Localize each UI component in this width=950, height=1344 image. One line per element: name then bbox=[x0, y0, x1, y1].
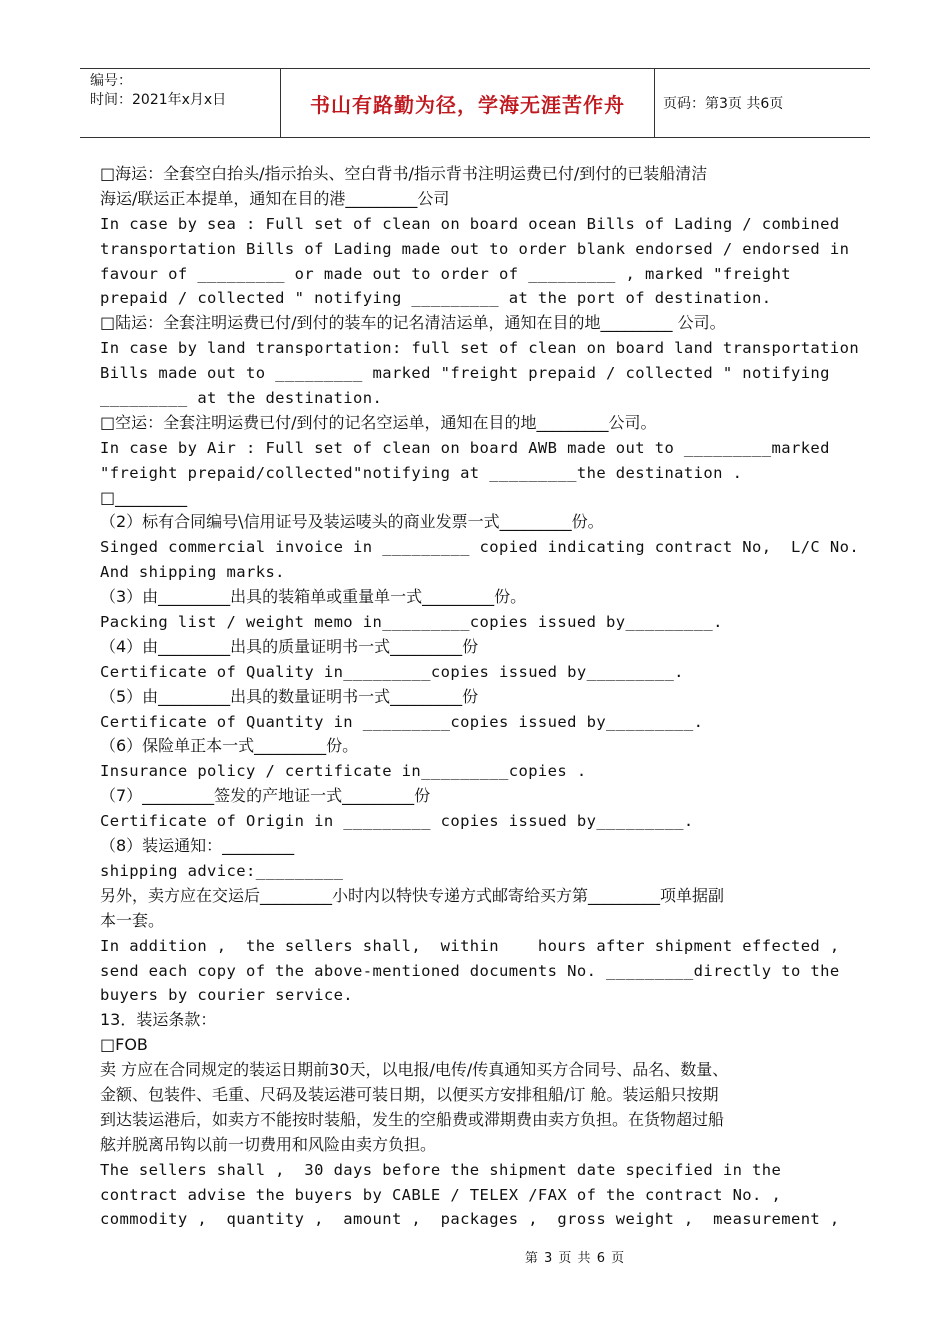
text-line: contract advise the buyers by CABLE / TELEX /FAX of the contract No. , bbox=[100, 1185, 782, 1204]
text-line: 另外，卖方应在交运后_________小时内以特快专递方式邮寄给买方第_________项单据副 bbox=[100, 885, 725, 905]
text-line: 金额、包装件、毛重、尺码及装运港可装日期，以便买方安排租船/订 舱。装运船只按期 bbox=[100, 1084, 719, 1104]
footer-page-number: 第 3 页 共 6 页 bbox=[524, 1251, 626, 1266]
text-line: "freight prepaid/collected"notifying at _________the destination . bbox=[100, 463, 743, 482]
header-motto: 书山有路勤为径，学海无涯苦作舟 bbox=[281, 69, 655, 137]
text-line: □海运：全套空白抬头/指示抬头、空白背书/指示背书注明运费已付/到付的已装船清洁 bbox=[100, 164, 708, 183]
text-line: □_________ bbox=[100, 487, 188, 507]
text-line: □陆运：全套注明运费已付/到付的装车的记名清洁运单，通知在目的地_________ 公司。 bbox=[100, 313, 726, 333]
text-line: transportation Bills of Lading made out to order blank endorsed / endorsed in bbox=[100, 239, 850, 258]
text-line: And shipping marks. bbox=[100, 563, 285, 582]
text-line: 13．装运条款： bbox=[100, 1010, 217, 1030]
document-date-label: 时间：2021年x月x日 bbox=[90, 92, 227, 108]
text-line: Bills made out to _________ marked "freight prepaid / collected " notifying bbox=[100, 364, 830, 383]
text-line: In case by land transportation: full set of clean on board land transportation bbox=[100, 339, 860, 358]
text-line: （6）保险单正本一式_________份。 bbox=[100, 736, 359, 756]
text-line: In addition , the sellers shall, within hours after shipment effected , bbox=[100, 936, 840, 955]
text-line: In case by Air : Full set of clean on board AWB made out to _________marked bbox=[100, 438, 830, 457]
text-line: Certificate of Origin in _________ copies issued by_________. bbox=[100, 812, 694, 831]
text-line: 卖 方应在合同规定的装运日期前30天，以电报/电传/传真通知买方合同号、品名、数量、 bbox=[100, 1060, 729, 1080]
text-line: buyers by courier service. bbox=[100, 986, 354, 1005]
header-page-indicator: 页码：第3页 共6页 bbox=[663, 96, 784, 112]
document-number-label: 编号： bbox=[90, 73, 132, 89]
text-line: 舷并脱离吊钩以前一切费用和风险由卖方负担。 bbox=[100, 1134, 437, 1154]
page-footer bbox=[0, 1247, 950, 1266]
text-line: 本一套。 bbox=[100, 910, 165, 930]
text-line: 到达装运港后，如卖方不能按时装船，发生的空船费或滞期费由卖方负担。在货物超过船 bbox=[100, 1109, 725, 1129]
text-line: favour of _________ or made out to order of _________ , marked "freight bbox=[100, 264, 791, 283]
text-line: shipping advice:_________ bbox=[100, 861, 344, 880]
text-line: _________ at the destination. bbox=[100, 389, 383, 408]
text-line: （2）标有合同编号\信用证号及装运唛头的商业发票一式_________份。 bbox=[100, 512, 604, 532]
text-line: Packing list / weight memo in_________copies issued by_________. bbox=[100, 613, 723, 632]
document-body bbox=[100, 162, 860, 1232]
text-line: 海运/联运正本提单，通知在目的港_________公司 bbox=[100, 188, 450, 208]
text-line: Singed commercial invoice in _________ copied indicating contract No, L/C No. bbox=[100, 538, 860, 557]
text-line: In case by sea : Full set of clean on board ocean Bills of Lading / combined bbox=[100, 214, 840, 233]
text-line: Certificate of Quality in_________copies issued by_________. bbox=[100, 662, 684, 681]
text-line: （8）装运通知：_________ bbox=[100, 836, 295, 856]
text-line: The sellers shall , 30 days before the shipment date specified in the bbox=[100, 1160, 782, 1179]
header-left-cell bbox=[80, 69, 281, 137]
text-line: prepaid / collected " notifying _________ at the port of destination. bbox=[100, 289, 772, 308]
text-line: □FOB bbox=[100, 1035, 148, 1055]
text-line: Insurance policy / certificate in_________copies . bbox=[100, 762, 587, 781]
text-line: commodity , quantity , amount , packages , gross weight , measurement , bbox=[100, 1210, 840, 1229]
text-line: （5）由_________出具的数量证明书一式_________份 bbox=[100, 686, 479, 706]
text-line: （3）由_________出具的装箱单或重量单一式_________份。 bbox=[100, 587, 527, 607]
text-line: （7）_________签发的产地证一式_________份 bbox=[100, 786, 431, 806]
text-line: （4）由_________出具的质量证明书一式_________份 bbox=[100, 636, 479, 656]
page-header bbox=[80, 68, 870, 138]
text-line: send each copy of the above-mentioned documents No. _________directly to the bbox=[100, 961, 840, 980]
text-line: Certificate of Quantity in _________copies issued by_________. bbox=[100, 712, 704, 731]
text-line: □空运：全套注明运费已付/到付的记名空运单，通知在目的地_________公司。 bbox=[100, 412, 657, 432]
